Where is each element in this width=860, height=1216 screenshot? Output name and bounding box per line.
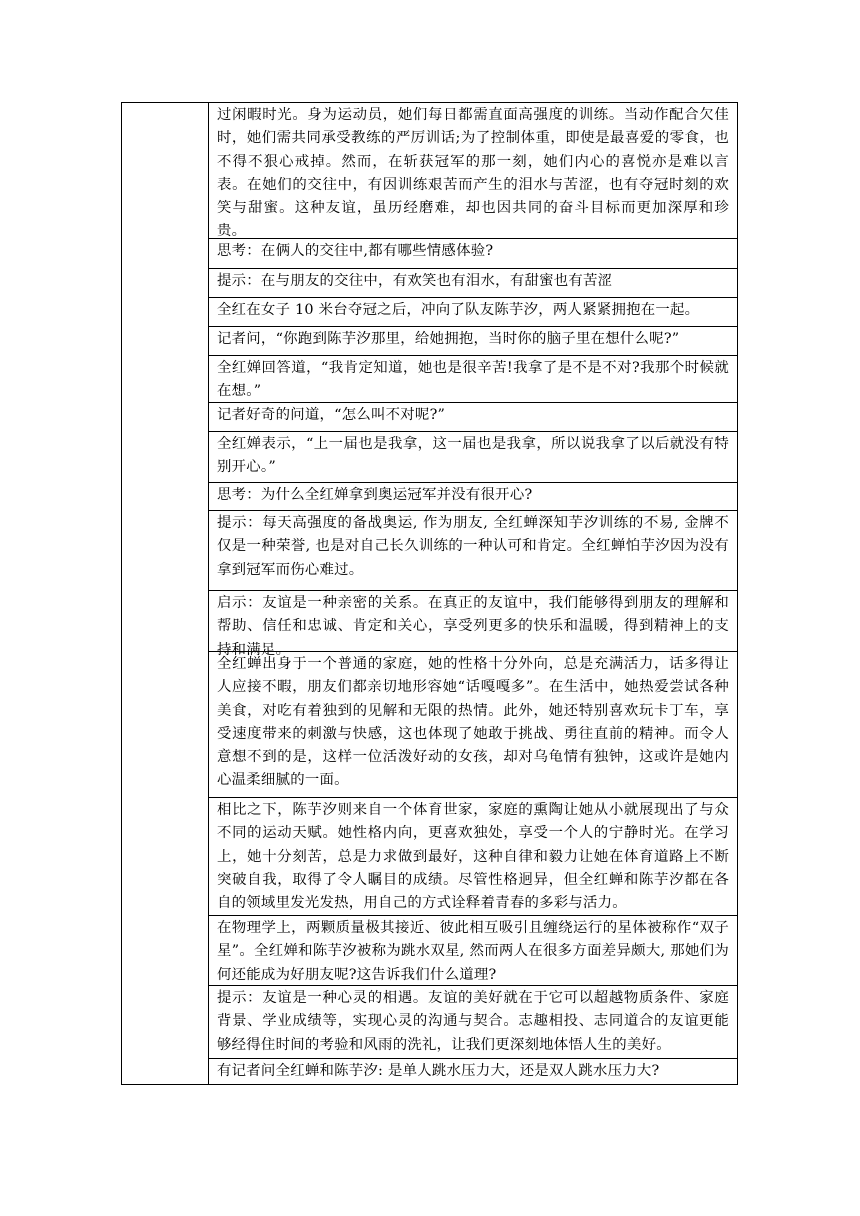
paragraph-quan-explains: 全红婵表示，“上一届也是我拿，这一届也是我拿，所以说我拿了以后就没有特别开心。” [209, 432, 737, 483]
table-left-column [122, 103, 209, 1084]
paragraph-insight-intimate: 启示：友谊是一种亲密的关系。在真正的友谊中，我们能够得到朋友的理解和帮助、信任和忠诚、肯定和关心，享受列更多的快乐和温暖，得到精神上的支持和满足。 [209, 591, 737, 652]
paragraph-pressure-question: 有记者问全红蝉和陈芋汐: 是单人跳水压力大，还是双人跳水压力大? [217, 1063, 660, 1079]
lesson-table [121, 102, 738, 1085]
paragraph-hug-after-win: 全红在女子 10 米台夺冠之后，冲向了队友陈芋汐，两人紧紧拥抱在一起。 [209, 298, 737, 327]
table-content-column [209, 103, 737, 1084]
paragraph-hint-soul-meeting: 提示：友谊是一种心灵的相遇。友谊的美好就在于它可以超越物质条件、家庭背景、学业成绩等，实现心灵的沟通与契合。志趣相投、志同道合的友谊更能够经得住时间的考验和风雨的洗礼，让我们更深刻地体悟人生的美好。 [209, 986, 737, 1059]
paragraph-reporter-followup: 记者好奇的问道，“怎么叫不对呢?” [209, 403, 737, 432]
paragraph-quan-answer: 全红婵回答道，“我肯定知道，她也是很辛苦!我拿了是不是不对?我那个时候就在想。” [209, 356, 737, 403]
paragraph-hint-emotions: 提示：在与朋友的交往中，有欢笑也有泪水，有甜蜜也有苦涩 [209, 269, 737, 298]
paragraph-chen-personality: 相比之下，陈芋汐则来自一个体育世家，家庭的熏陶让她从小就展现出了与众不同的运动天赋。她性格内向，更喜欢独处，享受一个人的宁静时光。在学习上，她十分刻苦，总是力求做到最好，这种自律和毅力让她在体育道路上不断突破自我，取得了令人瞩目的成绩。尽管性格迥异，但全红蝉和陈芋汐都在各自的领域里发光发热，用自己的方式诠释着青春的多彩与活力。 [209, 798, 737, 916]
paragraph-reporter-question: 记者问，“你跑到陈芋汐那里，给她拥抱，当时你的脑子里在想什么呢?” [209, 327, 737, 356]
paragraph-think-emotions: 思考：在俩人的交往中,都有哪些情感体验? [209, 239, 737, 269]
paragraph-think-not-happy: 思考：为什么全红婵拿到奥运冠军并没有很开心? [209, 483, 737, 511]
paragraph-quan-personality: 全红蝉出身于一个普通的家庭，她的性格十分外向，总是充满活力，话多得让人应接不暇，朋友们都亲切地形容她“话嘎嘎多”。在生活中，她热爱尝试各种美食，对吃有着独到的见解和无限的热情。此外，她还特别喜欢玩卡丁车，享受速度带来的刺激与快感，这也体现了她敢于挑战、勇往直前的精神。而令人意想不到的是，这样一位活泼好动的女孩，却对乌龟情有独钟，这或许是她内心温柔细腻的一面。 [209, 652, 737, 798]
paragraph-hint-not-happy: 提示：每天高强度的备战奥运, 作为朋友, 全红蝉深知芋汐训练的不易, 金牌不仅是一种荣誉, 也是对自己长久训练的一种认可和肯定。全红蝉怕芋汐因为没有拿到冠军而伤心难过。 [209, 511, 737, 591]
paragraph-friendship-intro: 过闲暇时光。身为运动员，她们每日都需直面高强度的训练。当动作配合欠佳时，她们需共同承受教练的严厉训话;为了控制体重，即使是最喜爱的零食，也不得不狠心戒掉。然而，在斩获冠军的那一刻，她们内心的喜悦亦是难以言表。在她们的交往中，有因训练艰苦而产生的泪水与苦涩，也有夺冠时刻的欢笑与甜蜜。这种友谊，虽历经磨难，却也因共同的奋斗目标而更加深厚和珍贵。 [209, 103, 737, 239]
paragraph-double-star: 在物理学上，两颗质量极其接近、彼此相互吸引且缠绕运行的星体被称作“双子星”。全红婵和陈芋汐被称为跳水双星, 然而两人在很多方面差异颇大, 那她们为何还能成为好朋友呢?这告诉我们什么道理? [209, 916, 737, 986]
